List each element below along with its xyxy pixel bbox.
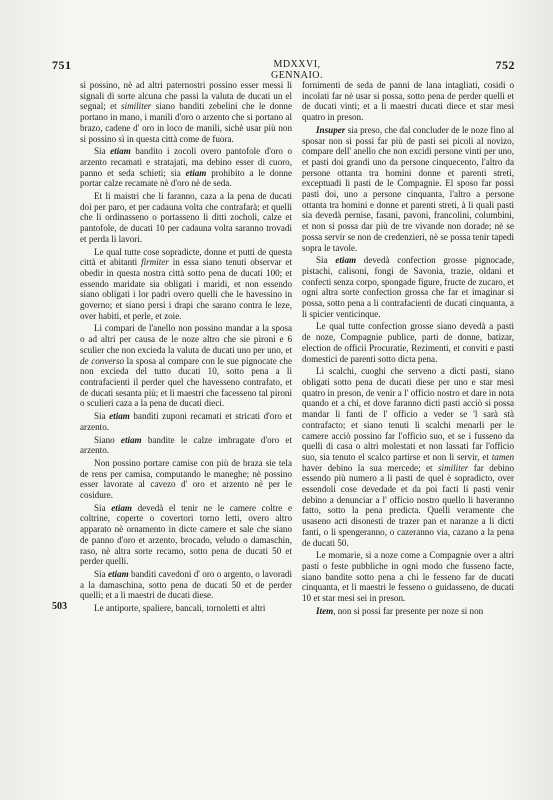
right-paragraph: Insuper sia preso, che dal concluder de le noze fino al sposar non si possi far più de pasti sei picoli al novizo, compare dell' anello che non excidi persone vinti per uno, et pasti doi grandi uno da persone cinquecento, l'altro da persone ottanta tra homini donne et parenti streti, exceptuadi li pasti de le Compagnie. El sposo far possi pasti doi, uno a persone cinquanta, l'altro a persone ottanta tra homini e donne et parenti streti, à li quali pasti sia devedà pernise, fasani, pavoni, francolini, columbini, et non si possa dar più de tre vivande non dorade; nè se possa servir se non de credenzieri, nè se possa tenir tapedi sopra le tavole. xyxy=(302,124,514,253)
right-paragraph: fornimenti de seda de panni de lana intagliati, cosidi o incolati far nè usar si possa, sotto pena de perder quelli et de ducati vinti; et a li maestri ducati diece et star mesi quatro in preson. xyxy=(302,80,514,123)
page-number-left: 751 xyxy=(52,58,72,72)
left-paragraph: si possino, nè ad altri paternostri possino esser messi li signali di sorte alcuna che passi la valuta de ducati un el segnal; et similiter siano banditi zebelini che le donne portano in mano, i manili d'oro o arzento che si portano al brazo, cadene d' oro in loco de manili, sichè usar più non si possino sì in questa città come de fuora. xyxy=(80,80,292,144)
right-paragraph: Sia etiam devedà confection grosse pignocade, pistachi, calisoni, fongi de Savonia, trazie, oldani et confecti senza corpo, spongade figure, fructe de zucaro, et ogni altra sorte confection grossa che far et imaginar si possa, sotto pena a li contrafacienti de ducati cinquanta, a li spicier venticinque. xyxy=(302,255,514,319)
left-paragraph: Le antiporte, spaliere, bancali, tornoletti et altri xyxy=(94,603,266,614)
right-paragraph: Le momarie, sì a noze come a Compagnie over a altri pasti o feste pubbliche in ogni modo che fusseno facte, siano bandite sotto pena a chi le fesseno far de ducati cinquanta, et li maestri le fesseno o guidasseno, de ducati 10 et star mesi sei in preson. xyxy=(302,550,514,604)
right-paragraph: Li scalchi, cuoghi che serveno a dicti pasti, siano obligati sotto pena de ducati diese per uno e star mesi quatro in preson, de venir a l' officio nostro et dare in nota quando et a chi, et dove faranno dicti pasti acciò si possa mandar li fanti de l' officio a veder se 'l sarà stà contrafacto; et siano tenuti li scalchi menarli per le camere acciò possino far l'officio suo, et se i fusseno da quelli di casa o altri molestati et non lassati far l'officio suo, sia tenuto el scalco partirse et non li servir, et tamen haver debino la sua mercede; et similiter far debino essendo più numero a li pasti de quel è sopradicto, over essendoli cose devedade et da poi facti li pasti venir debino a denunciar a l' officio nostro quello li haveranno fatto, sotto la pena predicta. Quelli veramente che usaseno acti disonesti de trazer pan et naranze a li dicti fanti, o li spengeranno, o cazeranno via, cazano a la pena de ducati 50. xyxy=(302,366,514,548)
right-column xyxy=(302,80,514,618)
left-paragraph: Sia etiam devedà el tenir ne le camere coltre e coltrine, coperte o covertori torno letti, overo altro apparato nè ornamento in dicte camere et sale che siano de panno d'oro et arzento, brocado, veludo o damaschin, raso, nè altra sorte recamo, sotto pena de ducati 50 et perder quelli. xyxy=(80,502,292,567)
right-paragraph: Le qual tutte confection grosse siano devedà a pasti de noze, Compagnie publice, parti de donne, batizar, election de officii Procuratie, Rezimenti, et conviti e pasti domestici de parenti sotto dicta pena. xyxy=(302,321,514,364)
left-paragraph: Le qual tutte cose sopradicte, donne et putti de questa città et abitanti firmiter in essa siano tenuti observar et obedir in questa nostra città sotto pena de ducati 100; et essendo maridate sia obligati i maridi, et non essendo siano obligati i lor padri overo quelli che le havessino in governo; et siano persi i drapi che sarano contra le leze, over habiti, et perle, et zoie. xyxy=(80,246,292,321)
left-paragraph: Et li maistri che li faranno, caza a la pena de ducati doi per paro, et per cadauna volta che contrafarà; et quelli che li ordinasseno o portasseno li ditti zocholi, calze et pantofole, de ducati 10 per cadauna volta saranno trovadi et perda li lavori. xyxy=(80,191,292,244)
left-paragraph: Siano etiam bandite le calze imbragate d'oro et arzento. xyxy=(80,434,292,456)
left-paragraph: Sia etiam bandito i zocoli overo pantofole d'oro o arzento recamati e stratajati, ma debino esser di cuoro, panno et seda schieti; sia etiam prohibito a le donne portar calze recamate nè d'oro nè de seda. xyxy=(80,146,292,189)
margin-note: 503 xyxy=(52,601,67,612)
left-paragraph: Sia etiam banditi cavedoni d' oro o argento, o lavoradi a la damaschina, sotto pena de ducati 50 et de perder quelli; et a li maestri de ducati diese. xyxy=(80,568,292,601)
left-paragraph: Li compari de l'anello non possino mandar a la sposa o ad altri per causa de le noze altro che sie pironi e 6 sculier che non excieda la valuta de ducati uno per uno, et de converso la sposa al compare con le sue pignocate che non excieda del tutto ducati 10, sotto pena a li contrafacienti il perder quel che havesseno contrafato, et de ducati sesanta più; et li maestri che facesseno tal pironi o sculieri caza a la pena de ducati dieci. xyxy=(80,323,292,409)
right-paragraph: Item, non si possi far presente per noze si non xyxy=(316,605,484,616)
left-paragraph: Non possino portare camise con più de braza sie tela de rens per camisa, computando le maneghe; nè possino esser lavorate al cavezo d' oro et arzento nè per le cosidure. xyxy=(80,457,292,501)
running-header xyxy=(52,58,515,81)
left-column xyxy=(80,80,292,616)
running-title: MDXXVI, GENNAIO. xyxy=(270,59,324,81)
left-paragraph: Sia etiam banditi zuponi recamati et stricati d'oro et arzento. xyxy=(80,411,292,432)
page-number-right: 752 xyxy=(495,58,515,72)
